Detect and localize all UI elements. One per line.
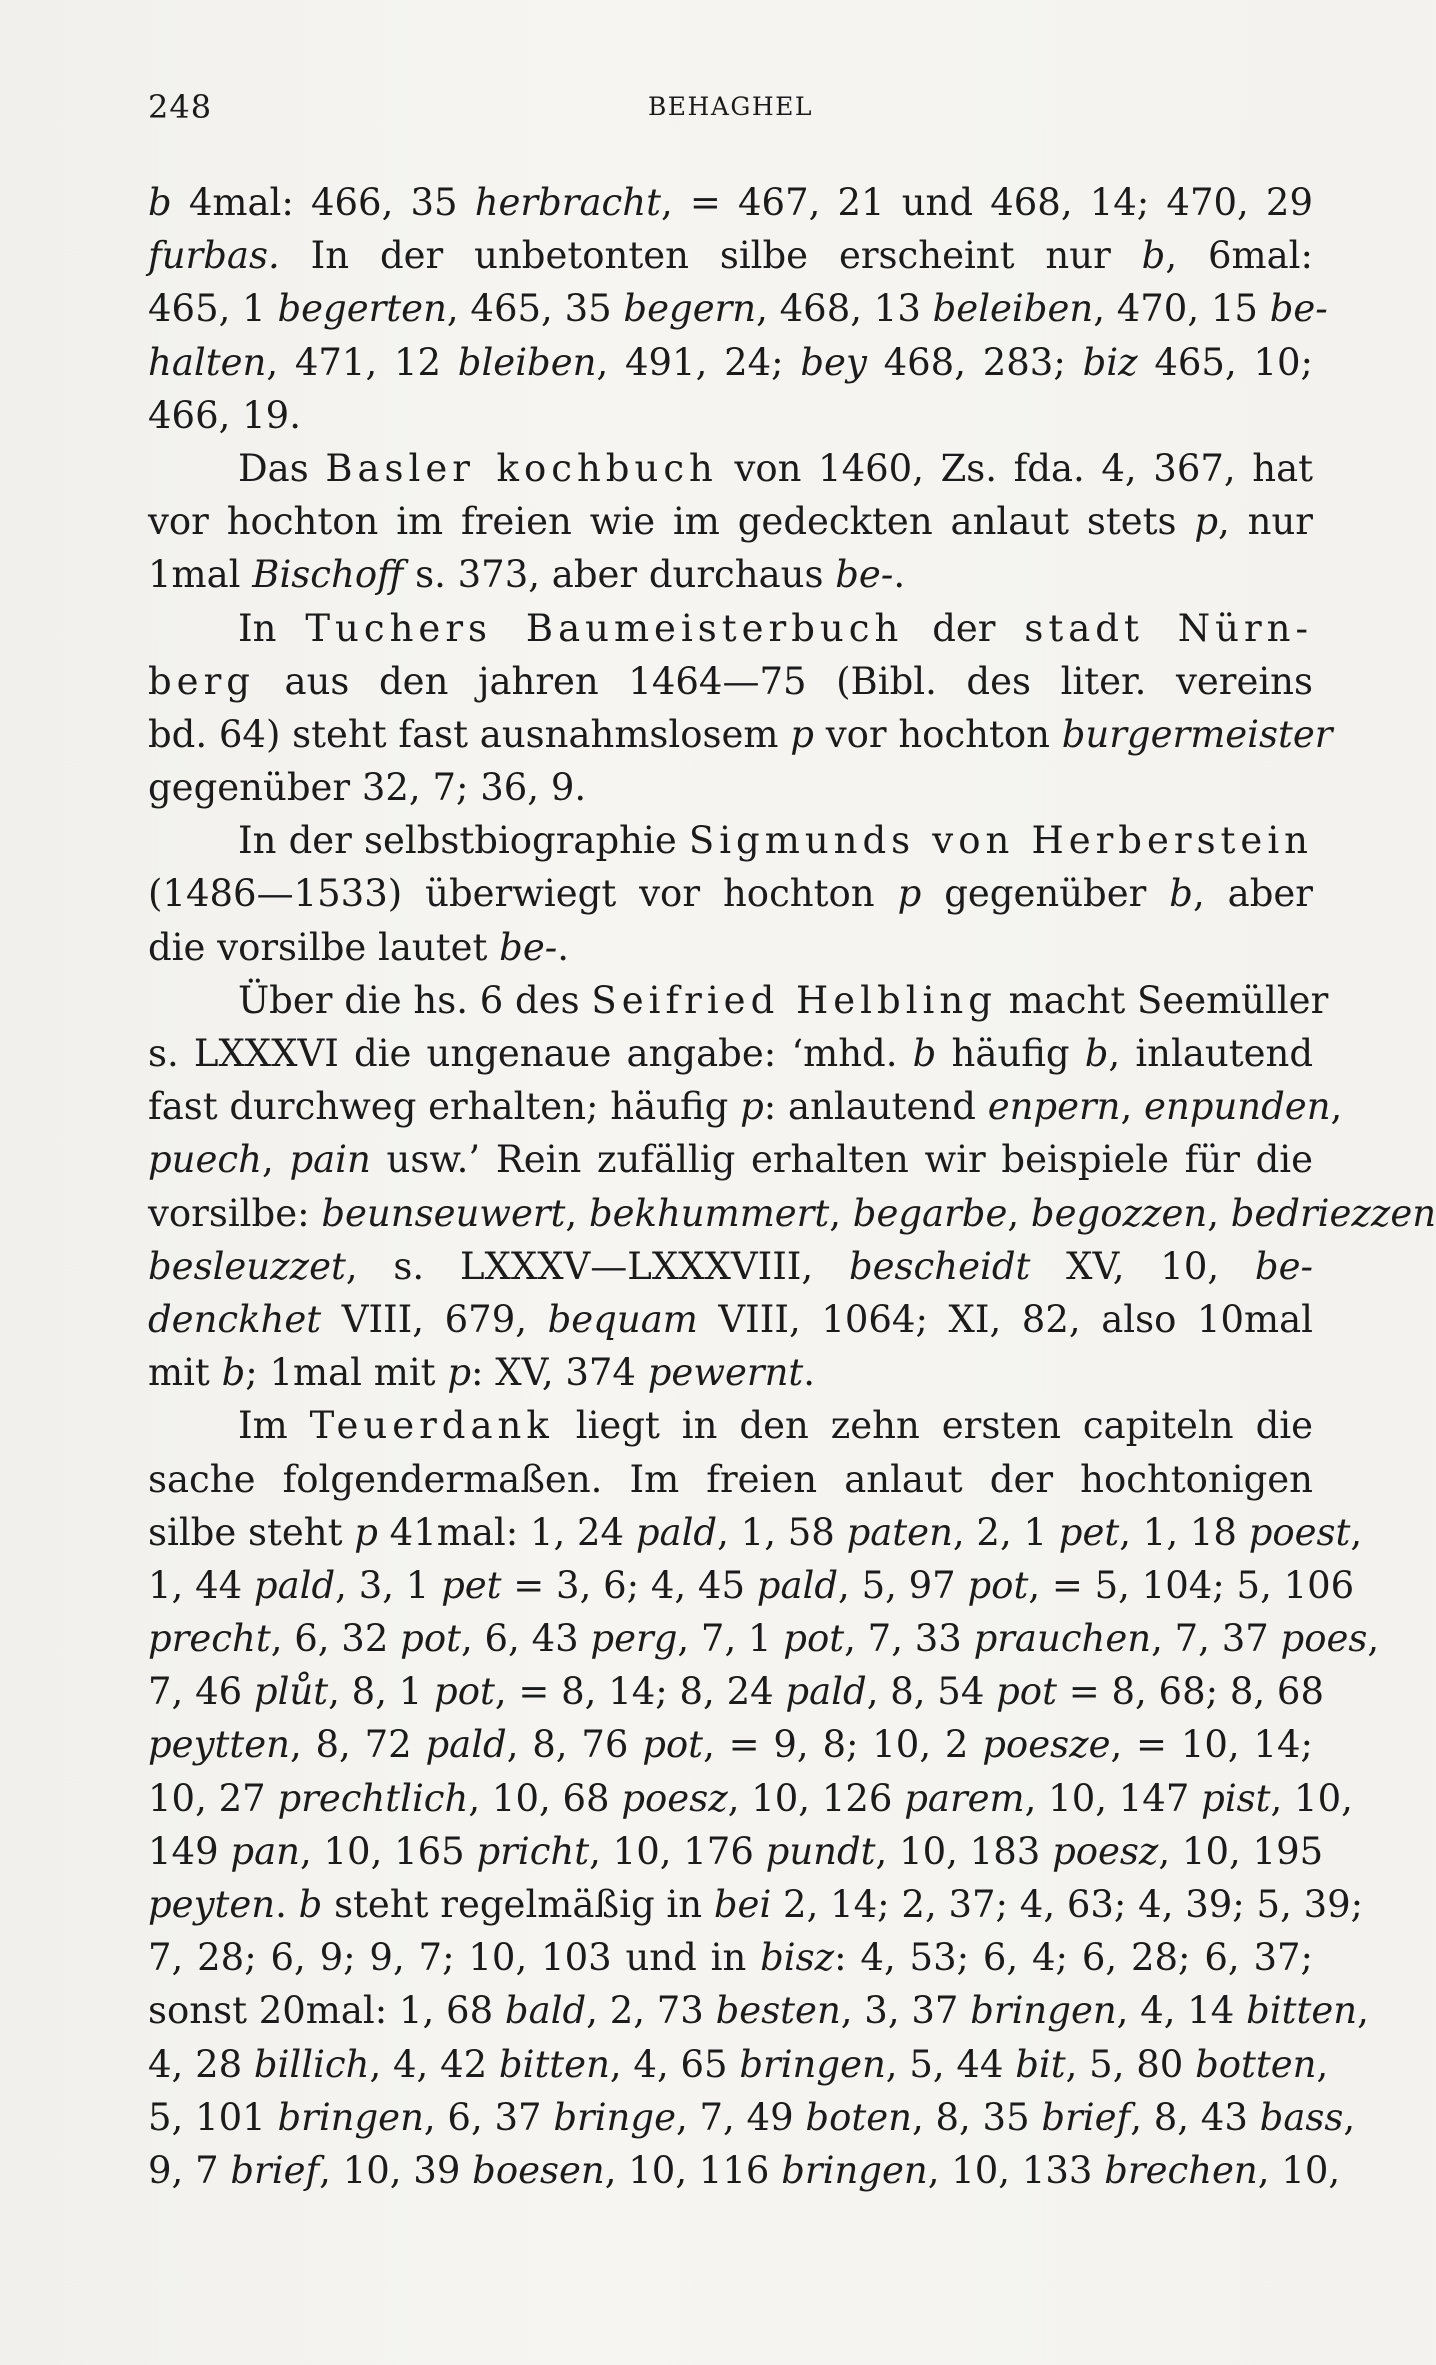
text-line: [148, 1825, 1324, 1878]
text-run: : XV, 374: [471, 1351, 648, 1395]
text-run: , 1, 58: [717, 1510, 847, 1554]
text-run: 41mal: 1, 24: [377, 1510, 636, 1554]
text-line: [148, 921, 1313, 974]
italic-word: pald: [635, 1510, 718, 1554]
text-line: [148, 176, 1313, 229]
text-run: , 8, 54: [866, 1670, 997, 1714]
text-run: ,: [829, 1191, 853, 1235]
italic-word: pald: [785, 1670, 867, 1714]
text-run: 465, 10;: [1137, 340, 1313, 384]
italic-word: biz: [1082, 340, 1138, 384]
text-run: , 465, 35: [446, 287, 624, 331]
italic-word: beunseuwert: [321, 1191, 566, 1235]
text-run: macht Seemüller: [996, 978, 1329, 1022]
text-run: ,: [1343, 2095, 1356, 2139]
italic-word: brechen: [1104, 2148, 1258, 2192]
text-run: 7, 28; 6, 9; 9, 7; 10, 103 und in: [148, 1936, 761, 1980]
italic-word: herbracht: [474, 181, 661, 224]
text-run: XV, 10,: [1030, 1244, 1255, 1288]
italic-word: bitten: [1246, 1989, 1358, 2033]
text-run: , 2, 1: [952, 1510, 1059, 1554]
text-run: , 10, 68: [468, 1776, 622, 1820]
italic-word: Bischoff: [252, 553, 404, 597]
text-run: ,: [1316, 2042, 1329, 2086]
text-run: , 7, 37: [1151, 1617, 1281, 1661]
italic-word: pald: [425, 1723, 507, 1767]
spaced-name: Basler kochbuch: [325, 446, 718, 490]
italic-word: poesz: [1052, 1829, 1159, 1873]
italic-word: begarbe: [852, 1191, 1008, 1235]
italic-word: bald: [504, 1989, 587, 2033]
italic-word: b: [1169, 872, 1193, 916]
text-run: bd. 64) steht fast ausnahmslosem: [148, 712, 791, 756]
text-line: [148, 1665, 1325, 1718]
text-run: 1, 44: [148, 1563, 254, 1607]
text-run: , 10, 176: [589, 1829, 766, 1873]
italic-word: bisz: [760, 1936, 835, 1980]
italic-word: bringen: [277, 2095, 424, 2139]
italic-word: puech: [148, 1138, 262, 1182]
italic-word: bringen: [739, 2042, 886, 2086]
text-line: [148, 1984, 1369, 2037]
italic-word: peyten: [148, 1883, 276, 1926]
text-run: Über die hs. 6 des: [238, 978, 592, 1022]
italic-word: pald: [756, 1563, 839, 1607]
text-run: , 468, 13: [756, 287, 933, 331]
text-run: , 4, 42: [369, 2042, 499, 2086]
italic-word: pot: [642, 1723, 704, 1767]
spaced-name: Teuerdank: [309, 1404, 554, 1448]
text-line: [148, 2091, 1356, 2144]
italic-word: brief: [230, 2148, 320, 2192]
text-run: , 3, 37: [840, 1989, 971, 2033]
text-run: , 2, 73: [586, 1989, 716, 2033]
italic-word: bringe: [553, 2095, 676, 2139]
italic-word: b: [221, 1351, 246, 1395]
text-run: liegt in den zehn ersten capiteln die: [553, 1404, 1313, 1448]
text-run: , 10,: [1270, 1776, 1353, 1820]
text-run: , 5, 44: [885, 2042, 1016, 2086]
text-run: , nur: [1218, 500, 1313, 544]
text-run: , = 10, 14;: [1110, 1723, 1313, 1767]
text-run: Im: [238, 1404, 310, 1448]
italic-word: precht: [148, 1617, 271, 1661]
text-line: [148, 1453, 1313, 1506]
text-run: ,: [261, 1138, 290, 1182]
text-run: , 8, 35: [911, 2095, 1042, 2139]
text-line: [148, 602, 1313, 655]
text-run: , 10, 126: [727, 1776, 905, 1820]
text-run: , 10, 165: [299, 1829, 477, 1873]
text-run: ,: [565, 1191, 589, 1235]
italic-word: bringen: [781, 2148, 928, 2192]
text-run: , 7, 1: [677, 1617, 784, 1661]
text-run: ; 1mal mit: [245, 1351, 448, 1395]
text-run: , s. LXXXV—LXXXVIII,: [345, 1244, 849, 1288]
italic-word: bei: [713, 1883, 772, 1926]
text-line: [148, 282, 1328, 335]
text-run: ,: [1330, 1085, 1343, 1129]
italic-word: begerten: [277, 287, 447, 331]
text-run: , inlautend: [1108, 1032, 1313, 1075]
italic-word: plůt: [253, 1670, 329, 1714]
spaced-name: Sigmunds von Herberstein: [688, 819, 1313, 863]
italic-word: b: [1084, 1032, 1109, 1075]
text-run: 2, 14; 2, 37; 4, 63; 4, 39; 5, 39;: [771, 1883, 1364, 1926]
italic-word: b: [1141, 234, 1166, 278]
text-line: [148, 814, 1313, 867]
text-run: mit: [148, 1351, 222, 1395]
text-run: sonst 20mal: 1, 68: [148, 1989, 505, 2033]
text-line: [148, 548, 1313, 601]
italic-word: b: [148, 181, 172, 224]
text-run: , 10, 195: [1158, 1829, 1324, 1873]
text-line: [148, 1612, 1380, 1665]
italic-word: furbas.: [148, 234, 280, 278]
text-run: , 6, 37: [423, 2095, 554, 2139]
text-line: [148, 974, 1329, 1027]
text-run: , 10, 183: [875, 1829, 1053, 1873]
italic-word: pewernt: [647, 1351, 804, 1395]
text-run: vorsilbe:: [148, 1191, 322, 1235]
italic-word: p: [740, 1085, 764, 1129]
spaced-name: berg: [148, 659, 255, 703]
text-run: von 1460, Zs. fda. 4, 367, hat: [717, 446, 1314, 490]
text-run: , 8, 76: [506, 1723, 643, 1767]
text-line: [148, 495, 1313, 548]
text-run: , 10, 116: [604, 2148, 782, 2192]
text-run: , 470, 15: [1093, 287, 1270, 331]
text-run: 9, 7: [148, 2148, 231, 2192]
text-run: (1486—1533) überwiegt vor hochton: [148, 872, 898, 916]
text-run: , 4, 65: [609, 2042, 740, 2086]
italic-word: brief: [1041, 2095, 1131, 2139]
text-line: [148, 655, 1313, 708]
text-run: VIII, 679,: [321, 1297, 548, 1341]
italic-word: perg: [590, 1617, 678, 1661]
text-line: [148, 1772, 1353, 1825]
text-run: sache folgendermaßen. Im freien anlaut der hochtonigen: [148, 1457, 1313, 1501]
italic-word: pan: [230, 1829, 300, 1873]
text-run: s. LXXXVI die ungenaue angabe: ‘mhd.: [148, 1032, 913, 1075]
text-run: , 7, 33: [844, 1617, 974, 1661]
body-text: [148, 176, 1436, 2197]
text-run: : 4, 53; 6, 4; 6, 28; 6, 37;: [834, 1936, 1313, 1980]
italic-word: pot: [783, 1617, 845, 1661]
italic-word: peytten: [148, 1723, 290, 1767]
text-line: [148, 442, 1313, 495]
italic-word: pundt: [765, 1829, 876, 1873]
text-run: ,: [1007, 1191, 1031, 1235]
text-run: gegenüber 32, 7; 36, 9.: [148, 766, 587, 810]
text-run: steht regelmäßig in: [322, 1883, 714, 1926]
text-run: , = 5, 104; 5, 106: [1028, 1563, 1355, 1607]
italic-word: bleiben: [457, 340, 597, 384]
italic-word: pot: [996, 1670, 1057, 1714]
page-header: [148, 88, 1313, 128]
text-run: , 3, 1: [335, 1563, 442, 1607]
italic-word: besten: [715, 1989, 841, 2033]
italic-word: pot: [967, 1563, 1029, 1607]
italic-word: paten: [846, 1510, 953, 1554]
text-run: silbe steht: [148, 1510, 355, 1554]
text-line: [148, 1293, 1313, 1346]
italic-word: bitten: [498, 2042, 610, 2086]
text-run: häufig: [936, 1032, 1085, 1075]
text-line: [148, 867, 1313, 920]
italic-word: p: [897, 872, 922, 916]
text-run: , 8, 43: [1130, 2095, 1260, 2139]
text-run: fast durchweg erhalten; häufig: [148, 1085, 741, 1129]
text-line: [148, 1027, 1313, 1080]
text-run: aus den jahren 1464—75 (Bibl. des liter. vereins: [254, 659, 1313, 703]
text-run: die vorsilbe lautet: [148, 925, 500, 969]
text-run: , 6, 43: [460, 1617, 591, 1661]
italic-word: halten: [148, 340, 267, 384]
text-line: [148, 2038, 1329, 2091]
italic-word: bit: [1015, 2042, 1066, 2086]
text-run: 10, 27: [148, 1776, 278, 1820]
italic-word: poes: [1280, 1617, 1368, 1661]
text-run: s. 373, aber durchaus: [403, 553, 836, 597]
text-run: vor hochton im freien wie im gedeckten anlaut stets: [148, 500, 1195, 544]
text-run: , 4, 14: [1116, 1989, 1247, 2033]
italic-word: pist: [1201, 1776, 1271, 1820]
text-run: , = 467, 21 und 468, 14; 470, 29: [660, 181, 1313, 224]
italic-word: parem: [904, 1776, 1025, 1820]
text-run: , 6, 32: [270, 1617, 401, 1661]
italic-word: enpern: [987, 1085, 1121, 1129]
text-run: , 10, 133: [927, 2148, 1105, 2192]
text-run: In der selbstbiographie: [238, 819, 689, 863]
text-line: [148, 229, 1313, 282]
text-run: VIII, 1064; XI, 82, also 10mal: [697, 1297, 1313, 1341]
text-run: 5, 101: [148, 2095, 278, 2139]
text-line: [148, 1187, 1436, 1240]
italic-word: bringen: [970, 1989, 1117, 2033]
italic-word: p: [447, 1351, 471, 1395]
text-run: Das: [238, 446, 326, 490]
text-run: 465, 1: [148, 287, 278, 331]
text-line: [148, 1080, 1343, 1133]
text-run: .: [893, 553, 906, 597]
text-run: , 8, 72: [289, 1723, 426, 1767]
italic-word: bedriezzen: [1230, 1191, 1436, 1235]
text-run: In der unbetonten silbe erscheint nur: [279, 234, 1142, 278]
text-line: [148, 1133, 1313, 1186]
text-line: [148, 1240, 1313, 1293]
text-run: 468, 283;: [866, 340, 1083, 384]
spaced-name: stadt Nürn-: [1024, 606, 1313, 650]
italic-word: pain: [289, 1138, 371, 1182]
text-run: 4, 28: [148, 2042, 254, 2086]
text-run: , 491, 24;: [596, 340, 801, 384]
text-line: [148, 1506, 1363, 1559]
italic-word: poesz: [621, 1776, 728, 1820]
text-run: usw.’ Rein zufällig erhalten wir beispiele für die: [370, 1138, 1314, 1182]
text-run: , 471, 12: [266, 340, 458, 384]
italic-word: be-: [1254, 1244, 1313, 1288]
italic-word: beleiben: [932, 287, 1094, 331]
italic-word: prechtlich: [277, 1776, 469, 1820]
italic-word: p: [354, 1510, 378, 1554]
text-line: [148, 708, 1333, 761]
text-run: ,: [1357, 1989, 1369, 2033]
italic-word: be-: [499, 925, 558, 969]
text-line: [148, 1346, 1313, 1399]
text-run: , 10, 39: [319, 2148, 473, 2192]
italic-word: boesen: [472, 2148, 605, 2192]
text-run: , 10,: [1257, 2148, 1341, 2192]
italic-word: pot: [400, 1617, 461, 1661]
text-run: .: [803, 1351, 816, 1395]
italic-word: bass: [1259, 2095, 1344, 2139]
text-run: In: [238, 606, 306, 650]
text-run: .: [557, 925, 570, 969]
text-run: , 8, 1: [328, 1670, 435, 1714]
text-run: , 10, 147: [1024, 1776, 1202, 1820]
italic-word: be-: [1269, 287, 1328, 331]
text-run: vor hochton: [813, 712, 1062, 756]
italic-word: p: [790, 712, 814, 756]
text-run: der: [903, 606, 1025, 650]
text-line: [148, 1399, 1313, 1452]
text-line: [148, 761, 1313, 814]
text-line: [148, 1878, 1364, 1931]
italic-word: pet: [1058, 1510, 1120, 1554]
italic-word: begozzen: [1030, 1191, 1208, 1235]
text-run: 466, 19.: [148, 393, 301, 437]
italic-word: burgermeister: [1061, 712, 1333, 756]
text-run: , 5, 97: [838, 1563, 968, 1607]
text-run: , 5, 80: [1065, 2042, 1196, 2086]
text-run: , = 9, 8; 10, 2: [703, 1723, 983, 1767]
text-run: 7, 46: [148, 1670, 254, 1714]
italic-word: begern: [623, 287, 757, 331]
text-run: , aber: [1192, 872, 1313, 916]
text-run: ,: [1207, 1191, 1231, 1235]
italic-word: billich: [253, 2042, 370, 2086]
text-run: .: [275, 1883, 299, 1926]
text-line: [148, 2144, 1341, 2197]
spaced-name: Seifried Helbling: [591, 978, 997, 1022]
text-line: [148, 336, 1313, 389]
italic-word: bequam: [547, 1297, 698, 1341]
spaced-name: Tuchers Baumeisterbuch: [305, 606, 904, 650]
italic-word: pet: [441, 1563, 502, 1607]
text-line: [148, 1559, 1355, 1612]
text-line: [148, 1718, 1313, 1771]
italic-word: enpunden: [1144, 1085, 1331, 1129]
text-run: , = 8, 14; 8, 24: [494, 1670, 786, 1714]
text-run: , 7, 49: [675, 2095, 806, 2139]
text-line: [148, 1931, 1313, 1984]
italic-word: bey: [800, 340, 867, 384]
italic-word: b: [912, 1032, 937, 1075]
text-run: 1mal: [148, 553, 253, 597]
running-head: BEHAGHEL: [647, 92, 814, 121]
text-run: = 8, 68; 8, 68: [1056, 1670, 1325, 1714]
text-run: gegenüber: [921, 872, 1170, 916]
italic-word: besleuzzet: [148, 1244, 346, 1288]
italic-word: prauchen: [973, 1617, 1152, 1661]
text-run: = 3, 6; 4, 45: [501, 1563, 757, 1607]
italic-word: pricht: [476, 1829, 590, 1873]
italic-word: pot: [434, 1670, 495, 1714]
page-number: 248: [148, 88, 213, 126]
italic-word: p: [1194, 500, 1219, 544]
text-line: [148, 389, 1313, 442]
italic-word: poest: [1248, 1510, 1351, 1554]
italic-word: boten: [805, 2095, 912, 2139]
italic-word: bescheidt: [848, 1244, 1031, 1288]
text-run: 149: [148, 1829, 231, 1873]
italic-word: poesze: [982, 1723, 1111, 1767]
text-run: ,: [1350, 1510, 1363, 1554]
italic-word: b: [298, 1883, 323, 1926]
text-run: ,: [1367, 1617, 1380, 1661]
text-run: : anlautend: [763, 1085, 988, 1129]
italic-word: botten: [1195, 2042, 1317, 2086]
italic-word: denckhet: [148, 1297, 322, 1341]
italic-word: pald: [253, 1563, 336, 1607]
text-run: , 6mal:: [1165, 234, 1313, 278]
text-run: , 1, 18: [1119, 1510, 1249, 1554]
text-run: ,: [1120, 1085, 1145, 1129]
italic-word: be-: [835, 553, 894, 597]
text-run: 4mal: 466, 35: [171, 181, 475, 224]
italic-word: bekhummert: [588, 1191, 830, 1235]
